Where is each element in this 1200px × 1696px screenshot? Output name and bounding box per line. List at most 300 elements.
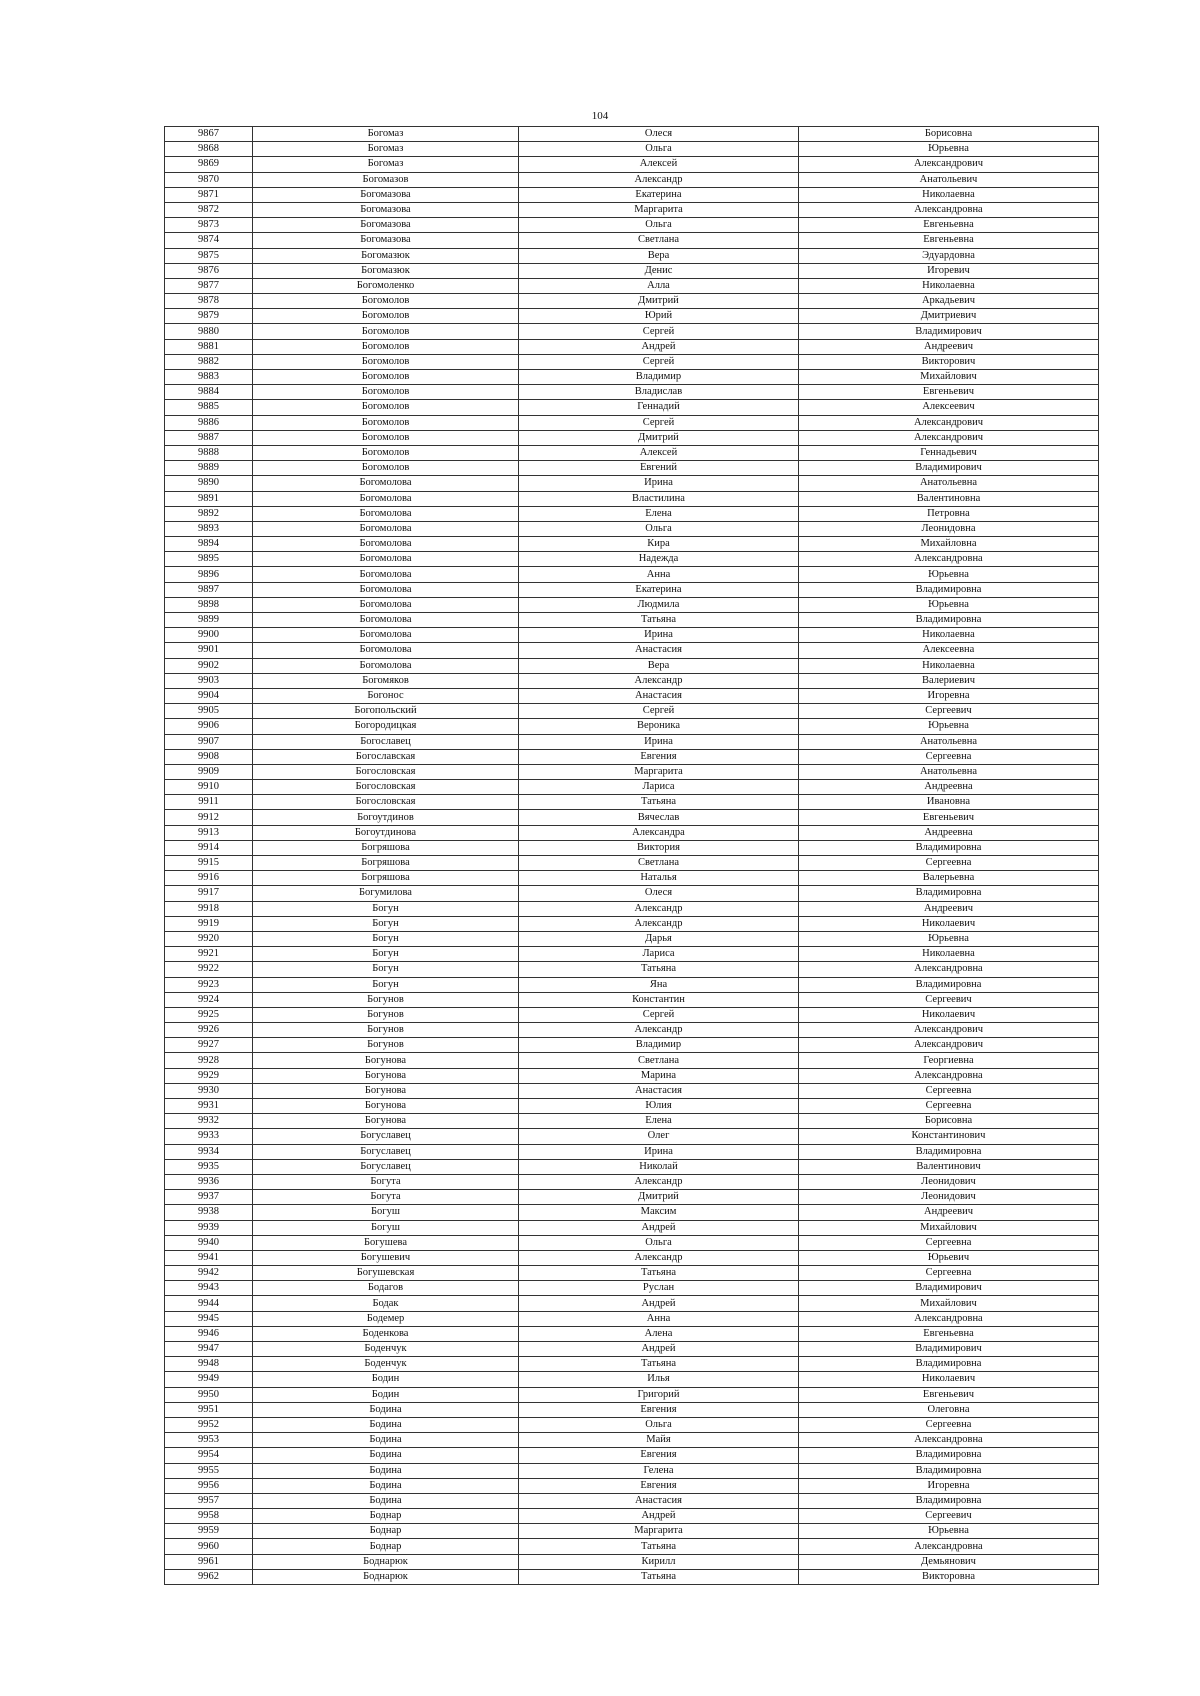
row-number-cell: 9925	[165, 1007, 253, 1022]
table-row	[165, 248, 1099, 263]
last-name-cell: Богомолова	[253, 613, 519, 628]
first-name-cell: Ольга	[519, 142, 799, 157]
table-row	[165, 1326, 1099, 1341]
first-name-cell: Гелена	[519, 1463, 799, 1478]
table-row	[165, 552, 1099, 567]
last-name-cell: Богряшова	[253, 871, 519, 886]
patronymic-cell: Михайлович	[799, 370, 1099, 385]
first-name-cell: Илья	[519, 1372, 799, 1387]
table-row	[165, 1068, 1099, 1083]
last-name-cell: Богомолова	[253, 521, 519, 536]
first-name-cell: Татьяна	[519, 795, 799, 810]
row-number-cell: 9953	[165, 1433, 253, 1448]
first-name-cell: Олег	[519, 1129, 799, 1144]
row-number-cell: 9885	[165, 400, 253, 415]
first-name-cell: Ирина	[519, 1144, 799, 1159]
table-row	[165, 1023, 1099, 1038]
table-row	[165, 1159, 1099, 1174]
row-number-cell: 9929	[165, 1068, 253, 1083]
first-name-cell: Анна	[519, 1311, 799, 1326]
patronymic-cell: Михайловна	[799, 537, 1099, 552]
table-row	[165, 719, 1099, 734]
table-row	[165, 187, 1099, 202]
first-name-cell: Лариса	[519, 780, 799, 795]
first-name-cell: Маргарита	[519, 764, 799, 779]
last-name-cell: Бодина	[253, 1402, 519, 1417]
patronymic-cell: Эдуардовна	[799, 248, 1099, 263]
first-name-cell: Евгения	[519, 749, 799, 764]
row-number-cell: 9882	[165, 354, 253, 369]
first-name-cell: Елена	[519, 506, 799, 521]
table-row	[165, 810, 1099, 825]
row-number-cell: 9937	[165, 1190, 253, 1205]
last-name-cell: Бодак	[253, 1296, 519, 1311]
patronymic-cell: Александровна	[799, 962, 1099, 977]
row-number-cell: 9946	[165, 1326, 253, 1341]
table-row	[165, 506, 1099, 521]
patronymic-cell: Юрьевна	[799, 931, 1099, 946]
last-name-cell: Богунова	[253, 1083, 519, 1098]
patronymic-cell: Олеговна	[799, 1402, 1099, 1417]
last-name-cell: Бодина	[253, 1493, 519, 1508]
row-number-cell: 9930	[165, 1083, 253, 1098]
table-row	[165, 734, 1099, 749]
last-name-cell: Богун	[253, 901, 519, 916]
first-name-cell: Марина	[519, 1068, 799, 1083]
last-name-cell: Богомолова	[253, 597, 519, 612]
table-row	[165, 1448, 1099, 1463]
patronymic-cell: Владимирович	[799, 324, 1099, 339]
first-name-cell: Вера	[519, 658, 799, 673]
table-row	[165, 278, 1099, 293]
table-row	[165, 1417, 1099, 1432]
patronymic-cell: Сергеевна	[799, 1099, 1099, 1114]
row-number-cell: 9889	[165, 461, 253, 476]
row-number-cell: 9886	[165, 415, 253, 430]
table-row	[165, 613, 1099, 628]
first-name-cell: Екатерина	[519, 582, 799, 597]
row-number-cell: 9935	[165, 1159, 253, 1174]
patronymic-cell: Петровна	[799, 506, 1099, 521]
table-row	[165, 354, 1099, 369]
last-name-cell: Богун	[253, 977, 519, 992]
last-name-cell: Богунова	[253, 1068, 519, 1083]
patronymic-cell: Юрьевна	[799, 567, 1099, 582]
row-number-cell: 9951	[165, 1402, 253, 1417]
row-number-cell: 9867	[165, 127, 253, 142]
last-name-cell: Богомазова	[253, 187, 519, 202]
last-name-cell: Богунова	[253, 1053, 519, 1068]
patronymic-cell: Николаевич	[799, 1007, 1099, 1022]
row-number-cell: 9957	[165, 1493, 253, 1508]
table-row	[165, 537, 1099, 552]
row-number-cell: 9949	[165, 1372, 253, 1387]
row-number-cell: 9912	[165, 810, 253, 825]
row-number-cell: 9911	[165, 795, 253, 810]
table-row	[165, 916, 1099, 931]
last-name-cell: Богомолов	[253, 400, 519, 415]
row-number-cell: 9948	[165, 1357, 253, 1372]
row-number-cell: 9883	[165, 370, 253, 385]
table-row	[165, 597, 1099, 612]
first-name-cell: Сергей	[519, 354, 799, 369]
first-name-cell: Ольга	[519, 1235, 799, 1250]
patronymic-cell: Юрьевна	[799, 597, 1099, 612]
table-row	[165, 339, 1099, 354]
row-number-cell: 9909	[165, 764, 253, 779]
patronymic-cell: Демьянович	[799, 1554, 1099, 1569]
patronymic-cell: Александрович	[799, 415, 1099, 430]
table-row	[165, 309, 1099, 324]
last-name-cell: Богунова	[253, 1099, 519, 1114]
first-name-cell: Татьяна	[519, 1357, 799, 1372]
table-row	[165, 1372, 1099, 1387]
patronymic-cell: Сергеевич	[799, 704, 1099, 719]
patronymic-cell: Игоревич	[799, 263, 1099, 278]
patronymic-cell: Алексеевна	[799, 643, 1099, 658]
patronymic-cell: Владимировна	[799, 1144, 1099, 1159]
table-row	[165, 1402, 1099, 1417]
last-name-cell: Богуш	[253, 1205, 519, 1220]
last-name-cell: Богославская	[253, 749, 519, 764]
first-name-cell: Александр	[519, 901, 799, 916]
table-row	[165, 825, 1099, 840]
patronymic-cell: Владимирович	[799, 461, 1099, 476]
patronymic-cell: Владимировна	[799, 1493, 1099, 1508]
first-name-cell: Татьяна	[519, 1539, 799, 1554]
first-name-cell: Дмитрий	[519, 430, 799, 445]
patronymic-cell: Юрьевна	[799, 1524, 1099, 1539]
row-number-cell: 9904	[165, 688, 253, 703]
patronymic-cell: Александрович	[799, 157, 1099, 172]
patronymic-cell: Сергеевна	[799, 1083, 1099, 1098]
row-number-cell: 9939	[165, 1220, 253, 1235]
table-row	[165, 1083, 1099, 1098]
last-name-cell: Богомолов	[253, 430, 519, 445]
row-number-cell: 9905	[165, 704, 253, 719]
table-row	[165, 1524, 1099, 1539]
first-name-cell: Анастасия	[519, 1083, 799, 1098]
last-name-cell: Боднар	[253, 1509, 519, 1524]
table-row	[165, 643, 1099, 658]
patronymic-cell: Сергеевна	[799, 1266, 1099, 1281]
last-name-cell: Богушевич	[253, 1250, 519, 1265]
table-row	[165, 1190, 1099, 1205]
first-name-cell: Ольга	[519, 1417, 799, 1432]
last-name-cell: Богомазюк	[253, 248, 519, 263]
row-number-cell: 9961	[165, 1554, 253, 1569]
row-number-cell: 9940	[165, 1235, 253, 1250]
patronymic-cell: Владимировна	[799, 886, 1099, 901]
first-name-cell: Евгения	[519, 1402, 799, 1417]
first-name-cell: Татьяна	[519, 962, 799, 977]
first-name-cell: Константин	[519, 992, 799, 1007]
patronymic-cell: Валериевич	[799, 673, 1099, 688]
last-name-cell: Богун	[253, 916, 519, 931]
patronymic-cell: Евгеньевна	[799, 1326, 1099, 1341]
last-name-cell: Богушевская	[253, 1266, 519, 1281]
table-row	[165, 1144, 1099, 1159]
last-name-cell: Богомазова	[253, 218, 519, 233]
row-number-cell: 9952	[165, 1417, 253, 1432]
row-number-cell: 9884	[165, 385, 253, 400]
table-row	[165, 263, 1099, 278]
last-name-cell: Богословская	[253, 764, 519, 779]
first-name-cell: Виктория	[519, 840, 799, 855]
row-number-cell: 9936	[165, 1174, 253, 1189]
last-name-cell: Боденчук	[253, 1357, 519, 1372]
first-name-cell: Маргарита	[519, 202, 799, 217]
table-row	[165, 1569, 1099, 1584]
row-number-cell: 9959	[165, 1524, 253, 1539]
patronymic-cell: Сергеевна	[799, 1417, 1099, 1432]
patronymic-cell: Анатольевич	[799, 172, 1099, 187]
first-name-cell: Татьяна	[519, 613, 799, 628]
table-row	[165, 142, 1099, 157]
row-number-cell: 9962	[165, 1569, 253, 1584]
last-name-cell: Богомолов	[253, 324, 519, 339]
table-row	[165, 1478, 1099, 1493]
table-row	[165, 476, 1099, 491]
table-row	[165, 886, 1099, 901]
last-name-cell: Богославец	[253, 734, 519, 749]
last-name-cell: Богомолов	[253, 294, 519, 309]
first-name-cell: Елена	[519, 1114, 799, 1129]
first-name-cell: Алла	[519, 278, 799, 293]
patronymic-cell: Николаевич	[799, 1372, 1099, 1387]
first-name-cell: Вероника	[519, 719, 799, 734]
last-name-cell: Богомаз	[253, 157, 519, 172]
table-row	[165, 628, 1099, 643]
table-row	[165, 567, 1099, 582]
table-row	[165, 688, 1099, 703]
first-name-cell: Лариса	[519, 947, 799, 962]
table-row	[165, 1281, 1099, 1296]
row-number-cell: 9868	[165, 142, 253, 157]
first-name-cell: Андрей	[519, 1296, 799, 1311]
first-name-cell: Ольга	[519, 521, 799, 536]
patronymic-cell: Аркадьевич	[799, 294, 1099, 309]
last-name-cell: Богомолова	[253, 567, 519, 582]
row-number-cell: 9917	[165, 886, 253, 901]
row-number-cell: 9894	[165, 537, 253, 552]
row-number-cell: 9900	[165, 628, 253, 643]
last-name-cell: Богомолова	[253, 506, 519, 521]
last-name-cell: Богомолов	[253, 461, 519, 476]
last-name-cell: Богряшова	[253, 840, 519, 855]
patronymic-cell: Борисовна	[799, 1114, 1099, 1129]
last-name-cell: Бодемер	[253, 1311, 519, 1326]
row-number-cell: 9877	[165, 278, 253, 293]
patronymic-cell: Александровна	[799, 1311, 1099, 1326]
first-name-cell: Ирина	[519, 476, 799, 491]
first-name-cell: Вера	[519, 248, 799, 263]
last-name-cell: Боднарюк	[253, 1554, 519, 1569]
last-name-cell: Богословская	[253, 795, 519, 810]
table-row	[165, 901, 1099, 916]
table-row	[165, 172, 1099, 187]
first-name-cell: Кирилл	[519, 1554, 799, 1569]
row-number-cell: 9893	[165, 521, 253, 536]
first-name-cell: Александр	[519, 172, 799, 187]
last-name-cell: Богунов	[253, 1023, 519, 1038]
first-name-cell: Александр	[519, 916, 799, 931]
last-name-cell: Богомолова	[253, 552, 519, 567]
patronymic-cell: Анатольевна	[799, 476, 1099, 491]
patronymic-cell: Евгеньевна	[799, 233, 1099, 248]
row-number-cell: 9913	[165, 825, 253, 840]
row-number-cell: 9950	[165, 1387, 253, 1402]
patronymic-cell: Михайлович	[799, 1296, 1099, 1311]
row-number-cell: 9896	[165, 567, 253, 582]
first-name-cell: Юрий	[519, 309, 799, 324]
patronymic-cell: Валерьевна	[799, 871, 1099, 886]
last-name-cell: Богомолов	[253, 445, 519, 460]
row-number-cell: 9914	[165, 840, 253, 855]
row-number-cell: 9876	[165, 263, 253, 278]
first-name-cell: Григорий	[519, 1387, 799, 1402]
patronymic-cell: Ивановна	[799, 795, 1099, 810]
row-number-cell: 9870	[165, 172, 253, 187]
patronymic-cell: Дмитриевич	[799, 309, 1099, 324]
row-number-cell: 9943	[165, 1281, 253, 1296]
last-name-cell: Богомолова	[253, 476, 519, 491]
patronymic-cell: Александрович	[799, 1038, 1099, 1053]
table-row	[165, 1296, 1099, 1311]
last-name-cell: Богунов	[253, 1007, 519, 1022]
patronymic-cell: Юрьевна	[799, 142, 1099, 157]
first-name-cell: Александра	[519, 825, 799, 840]
last-name-cell: Богословская	[253, 780, 519, 795]
row-number-cell: 9892	[165, 506, 253, 521]
row-number-cell: 9927	[165, 1038, 253, 1053]
last-name-cell: Бодина	[253, 1463, 519, 1478]
table-row	[165, 1509, 1099, 1524]
row-number-cell: 9874	[165, 233, 253, 248]
table-row	[165, 461, 1099, 476]
first-name-cell: Андрей	[519, 339, 799, 354]
first-name-cell: Андрей	[519, 1509, 799, 1524]
first-name-cell: Руслан	[519, 1281, 799, 1296]
table-row	[165, 400, 1099, 415]
patronymic-cell: Валентиновна	[799, 491, 1099, 506]
patronymic-cell: Викторович	[799, 354, 1099, 369]
first-name-cell: Андрей	[519, 1220, 799, 1235]
table-row	[165, 430, 1099, 445]
table-row	[165, 582, 1099, 597]
patronymic-cell: Александровна	[799, 202, 1099, 217]
row-number-cell: 9895	[165, 552, 253, 567]
last-name-cell: Богуславец	[253, 1159, 519, 1174]
last-name-cell: Богомолова	[253, 643, 519, 658]
table-row	[165, 947, 1099, 962]
last-name-cell: Богута	[253, 1174, 519, 1189]
first-name-cell: Ольга	[519, 218, 799, 233]
patronymic-cell: Николаевна	[799, 278, 1099, 293]
row-number-cell: 9918	[165, 901, 253, 916]
table-row	[165, 658, 1099, 673]
table-row	[165, 491, 1099, 506]
first-name-cell: Евгений	[519, 461, 799, 476]
patronymic-cell: Евгеньевна	[799, 218, 1099, 233]
last-name-cell: Бодина	[253, 1417, 519, 1432]
first-name-cell: Светлана	[519, 1053, 799, 1068]
patronymic-cell: Александрович	[799, 1023, 1099, 1038]
table-row	[165, 1038, 1099, 1053]
last-name-cell: Богомолов	[253, 415, 519, 430]
patronymic-cell: Владимирович	[799, 1281, 1099, 1296]
row-number-cell: 9872	[165, 202, 253, 217]
table-row	[165, 385, 1099, 400]
last-name-cell: Богомолова	[253, 658, 519, 673]
patronymic-cell: Андреевич	[799, 1205, 1099, 1220]
row-number-cell: 9906	[165, 719, 253, 734]
last-name-cell: Богомолова	[253, 582, 519, 597]
row-number-cell: 9910	[165, 780, 253, 795]
patronymic-cell: Владимировна	[799, 977, 1099, 992]
first-name-cell: Анастасия	[519, 688, 799, 703]
patronymic-cell: Алексеевич	[799, 400, 1099, 415]
row-number-cell: 9881	[165, 339, 253, 354]
row-number-cell: 9899	[165, 613, 253, 628]
table-row	[165, 521, 1099, 536]
last-name-cell: Богун	[253, 947, 519, 962]
first-name-cell: Дмитрий	[519, 1190, 799, 1205]
patronymic-cell: Владимировна	[799, 840, 1099, 855]
first-name-cell: Сергей	[519, 324, 799, 339]
first-name-cell: Евгения	[519, 1478, 799, 1493]
first-name-cell: Ирина	[519, 734, 799, 749]
first-name-cell: Александр	[519, 1250, 799, 1265]
row-number-cell: 9888	[165, 445, 253, 460]
table-row	[165, 370, 1099, 385]
last-name-cell: Богомазюк	[253, 263, 519, 278]
row-number-cell: 9933	[165, 1129, 253, 1144]
row-number-cell: 9875	[165, 248, 253, 263]
row-number-cell: 9901	[165, 643, 253, 658]
table-row	[165, 1554, 1099, 1569]
last-name-cell: Богряшова	[253, 856, 519, 871]
table-row	[165, 1129, 1099, 1144]
first-name-cell: Олеся	[519, 886, 799, 901]
table-row	[165, 764, 1099, 779]
patronymic-cell: Владимировна	[799, 1357, 1099, 1372]
first-name-cell: Кира	[519, 537, 799, 552]
last-name-cell: Богушева	[253, 1235, 519, 1250]
table-row	[165, 1357, 1099, 1372]
first-name-cell: Денис	[519, 263, 799, 278]
first-name-cell: Юлия	[519, 1099, 799, 1114]
table-row	[165, 1463, 1099, 1478]
row-number-cell: 9873	[165, 218, 253, 233]
row-number-cell: 9903	[165, 673, 253, 688]
patronymic-cell: Юрьевич	[799, 1250, 1099, 1265]
row-number-cell: 9869	[165, 157, 253, 172]
last-name-cell: Боднарюк	[253, 1569, 519, 1584]
table-row	[165, 673, 1099, 688]
last-name-cell: Богун	[253, 962, 519, 977]
patronymic-cell: Андреевич	[799, 339, 1099, 354]
table-row	[165, 1539, 1099, 1554]
table-row	[165, 856, 1099, 871]
table-row	[165, 157, 1099, 172]
patronymic-cell: Георгиевна	[799, 1053, 1099, 1068]
first-name-cell: Екатерина	[519, 187, 799, 202]
patronymic-cell: Сергеевна	[799, 749, 1099, 764]
row-number-cell: 9923	[165, 977, 253, 992]
table-row	[165, 795, 1099, 810]
row-number-cell: 9945	[165, 1311, 253, 1326]
